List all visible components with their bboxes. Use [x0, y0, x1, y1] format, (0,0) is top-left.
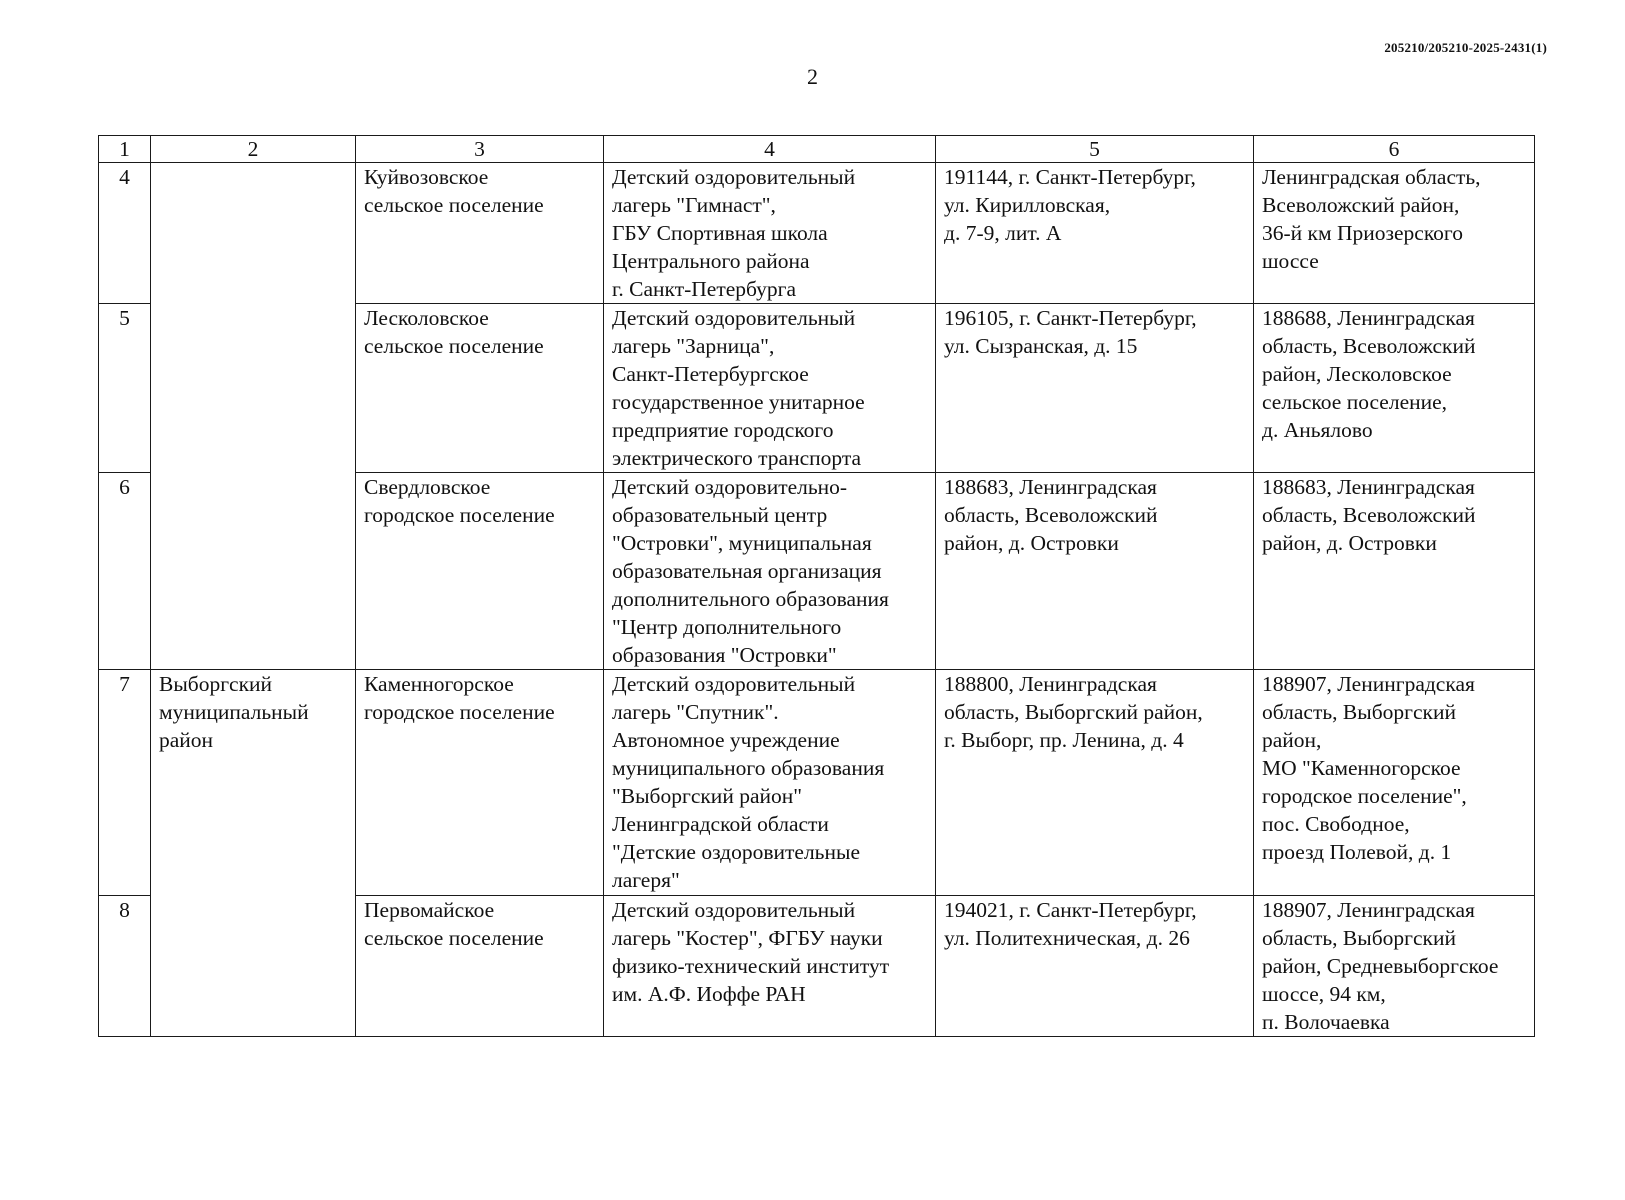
row-number: 4 — [99, 163, 151, 304]
table-row — [99, 670, 1535, 896]
settlement-cell: Каменногорское городское поселение — [356, 670, 604, 896]
legal-address-cell: 188683, Ленинградская область, Всеволожский район, д. Островки — [936, 473, 1254, 670]
row-number: 7 — [99, 670, 151, 896]
settlement-cell: Первомайское сельское поселение — [356, 896, 604, 1037]
register-table — [98, 135, 1535, 1037]
actual-address-cell: 188683, Ленинградская область, Всеволожский район, д. Островки — [1254, 473, 1535, 670]
actual-address-cell: 188907, Ленинградская область, Выборгский район, Средневыборгское шоссе, 94 км, п. Волочаевка — [1254, 896, 1535, 1037]
organization-cell: Детский оздоровительный лагерь "Спутник". Автономное учреждение муниципального образования "Выборгский район" Ленинградской области "Детские оздоровительные лагеря" — [604, 670, 936, 896]
column-header: 2 — [151, 136, 356, 163]
organization-cell: Детский оздоровительный лагерь "Зарница", Санкт-Петербургское государственное унитарное предприятие городского электрического транспорта — [604, 304, 936, 473]
column-header: 3 — [356, 136, 604, 163]
district-cell: Выборгский муниципальный район — [151, 670, 356, 1037]
settlement-cell: Куйвозовское сельское поселение — [356, 163, 604, 304]
row-number: 5 — [99, 304, 151, 473]
legal-address-cell: 191144, г. Санкт-Петербург, ул. Кирилловская, д. 7-9, лит. А — [936, 163, 1254, 304]
table-header-row — [99, 136, 1535, 163]
row-number: 6 — [99, 473, 151, 670]
actual-address-cell: 188907, Ленинградская область, Выборгский район, МО "Каменногорское городское поселение", пос. Свободное, проезд Полевой, д. 1 — [1254, 670, 1535, 896]
column-header: 1 — [99, 136, 151, 163]
column-header: 5 — [936, 136, 1254, 163]
organization-cell: Детский оздоровительный лагерь "Гимнаст", ГБУ Спортивная школа Центрального района г. Санкт-Петербурга — [604, 163, 936, 304]
district-cell — [151, 163, 356, 670]
settlement-cell: Лесколовское сельское поселение — [356, 304, 604, 473]
column-header: 6 — [1254, 136, 1535, 163]
legal-address-cell: 196105, г. Санкт-Петербург, ул. Сызранская, д. 15 — [936, 304, 1254, 473]
organization-cell: Детский оздоровительно- образовательный центр "Островки", муниципальная образовательная организация дополнительного образования "Центр дополнительного образования "Островки" — [604, 473, 936, 670]
settlement-cell: Свердловское городское поселение — [356, 473, 604, 670]
legal-address-cell: 194021, г. Санкт-Петербург, ул. Политехническая, д. 26 — [936, 896, 1254, 1037]
table-row — [99, 163, 1535, 304]
row-number: 8 — [99, 896, 151, 1037]
actual-address-cell: Ленинградская область, Всеволожский район, 36-й км Приозерского шоссе — [1254, 163, 1535, 304]
page-number: 2 — [807, 64, 818, 89]
organization-cell: Детский оздоровительный лагерь "Костер", ФГБУ науки физико-технический институт им. А.Ф. Иоффе РАН — [604, 896, 936, 1037]
column-header: 4 — [604, 136, 936, 163]
legal-address-cell: 188800, Ленинградская область, Выборгский район, г. Выборг, пр. Ленина, д. 4 — [936, 670, 1254, 896]
document-id: 205210/205210-2025-2431(1) — [1384, 40, 1547, 55]
actual-address-cell: 188688, Ленинградская область, Всеволожский район, Лесколовское сельское поселение, д. Аньялово — [1254, 304, 1535, 473]
